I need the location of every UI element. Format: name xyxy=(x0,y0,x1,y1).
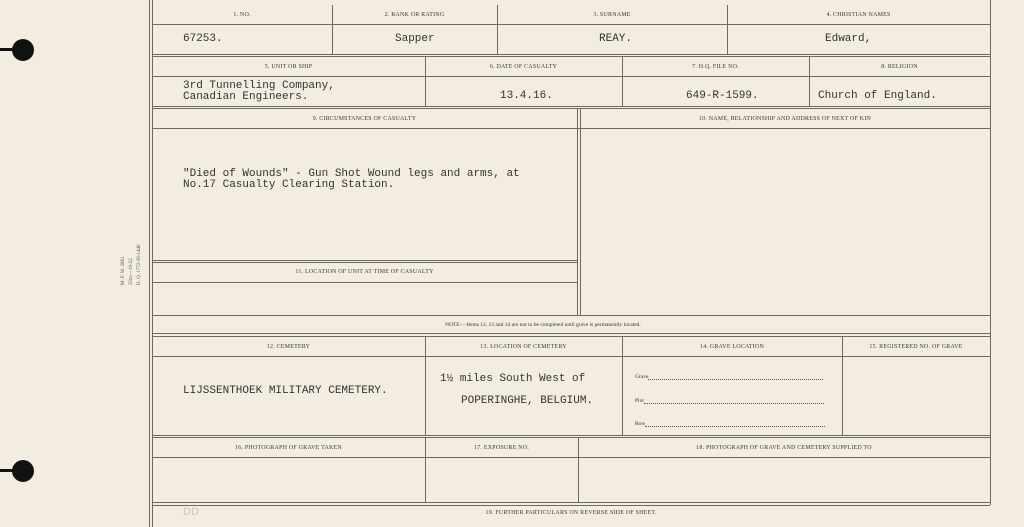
value-cemetery: LIJSSENTHOEK MILITARY CEMETERY. xyxy=(183,385,388,397)
value-rank: Sapper xyxy=(395,33,435,45)
form-reference-line2: 25m.—10-22 xyxy=(129,258,134,285)
label-unit: 5. UNIT OR SHIP xyxy=(264,64,313,70)
value-circumstances-line1: "Died of Wounds" - Gun Shot Wound legs and arms, at xyxy=(183,168,520,180)
value-unit-line1: 3rd Tunnelling Company, xyxy=(183,80,335,92)
label-date-of-casualty: 6. DATE OF CASUALTY xyxy=(489,64,558,70)
label-grave-location: 14. GRAVE LOCATION xyxy=(700,344,764,350)
form-reference-line1: M. F. W. 2661 xyxy=(121,256,126,285)
value-date-of-casualty: 13.4.16. xyxy=(500,90,553,102)
label-location-of-cemetery: 13. LOCATION OF CEMETERY xyxy=(480,344,567,350)
label-exposure-no: 17. EXPOSURE NO. xyxy=(474,445,529,451)
label-no: 1. NO. xyxy=(233,12,251,18)
value-religion: Church of England. xyxy=(818,90,937,102)
plot-field-label: Plot xyxy=(635,398,644,404)
label-cemetery: 12. CEMETERY xyxy=(266,344,311,350)
plot-field xyxy=(635,397,824,404)
form-reference-line3: H. Q. 1772-39-1446 xyxy=(137,244,142,285)
row-field-label: Row xyxy=(635,421,646,427)
row-field xyxy=(635,420,825,427)
value-hq-file-no: 649-R-1599. xyxy=(686,90,759,102)
label-religion: 8. RELIGION xyxy=(881,64,918,70)
value-circumstances-line2: No.17 Casualty Clearing Station. xyxy=(183,179,395,191)
label-photo-supplied: 18. PHOTOGRAPH OF GRAVE AND CEMETERY SUPPLIED TO xyxy=(696,445,872,451)
label-registered-no: 15. REGISTERED NO. OF GRAVE xyxy=(869,344,963,350)
label-christian-names: 4. CHRISTIAN NAMES xyxy=(826,12,891,18)
value-christian-names: Edward, xyxy=(825,33,872,45)
label-photo-taken: 16. PHOTOGRAPH OF GRAVE TAKEN xyxy=(235,445,342,451)
value-no: 67253. xyxy=(183,33,223,45)
value-location-line1: 1½ miles South West of xyxy=(440,373,586,385)
note-text: NOTE:—Items 12, 13 and 14 are not to be completed until grave is permanently located. xyxy=(445,322,641,328)
label-surname: 3. SURNAME xyxy=(593,12,631,18)
value-surname: REAY. xyxy=(599,33,633,45)
value-unit-line2: Canadian Engineers. xyxy=(183,91,309,103)
faint-stamp: DD xyxy=(183,506,199,518)
grave-field xyxy=(635,373,823,380)
label-next-of-kin: 10. NAME, RELATIONSHIP AND ADDRESS OF NEXT OF KIN xyxy=(698,116,872,122)
label-further-particulars: 19. FURTHER PARTICULARS ON REVERSE SIDE OF SHEET. xyxy=(485,510,657,516)
label-circumstances: 9. CIRCUMSTANCES OF CASUALTY xyxy=(312,116,417,122)
grave-field-label: Grave xyxy=(635,374,649,380)
label-location-of-unit: 11. LOCATION OF UNIT AT TIME OF CASUALTY xyxy=(295,269,434,275)
label-rank: 2. RANK OR RATING xyxy=(384,12,445,18)
label-hq-file-no: 7. H.Q. FILE NO. xyxy=(692,64,739,70)
value-location-line2: POPERINGHE, BELGIUM. xyxy=(461,395,594,407)
